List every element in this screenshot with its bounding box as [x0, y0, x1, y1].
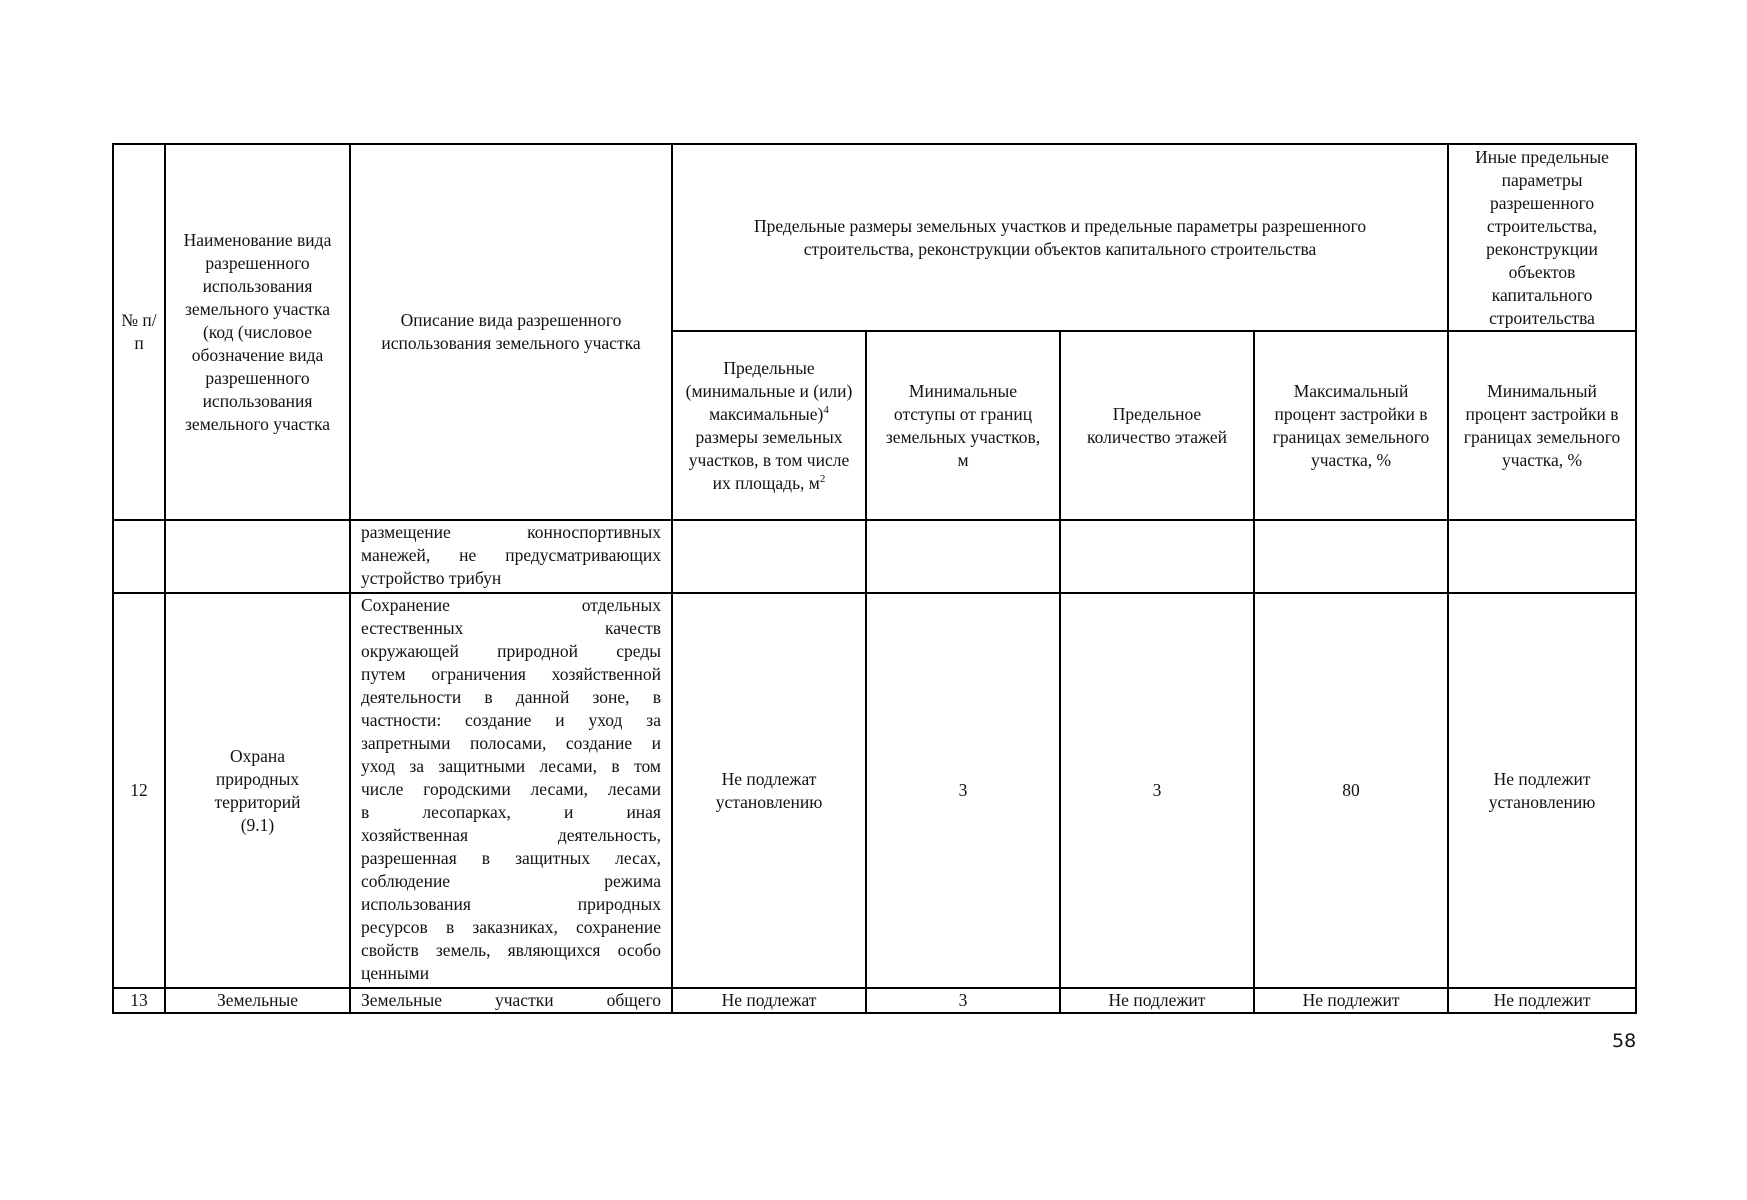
row-size: Не подлежат установлению	[672, 593, 866, 988]
row-max-percent: Не подлежит	[1254, 988, 1448, 1013]
header-name: Наименование вида разрешенного использования земельного участка (код (числовое обозначение вида разрешенного использования земельного участка	[165, 144, 350, 520]
row-setback: 3	[866, 988, 1060, 1013]
row-name	[165, 520, 350, 593]
row-name: Земельные	[165, 988, 350, 1013]
header-size	[672, 331, 866, 520]
header-size-unit-sup: 2	[819, 472, 826, 485]
desc-line: путем ограничения хозяйственной	[361, 664, 661, 684]
table-row	[113, 988, 1636, 1013]
desc-line: деятельности в данной зоне, в	[361, 687, 661, 707]
row-floors: Не подлежит	[1060, 988, 1254, 1013]
header-row-1	[113, 144, 1636, 331]
header-floors: Предельное количество этажей	[1060, 331, 1254, 520]
desc-line: окружающей природной среды	[361, 641, 661, 661]
table-row	[113, 593, 1636, 988]
desc-line: числе городскими лесами, лесами	[361, 779, 661, 799]
desc-line: ресурсов в заказниках, сохранение	[361, 917, 661, 937]
row-floors: 3	[1060, 593, 1254, 988]
row-size: Не подлежат	[672, 988, 866, 1013]
header-num: № п/п	[113, 144, 165, 520]
row-min-percent: Не подлежит установлению	[1448, 593, 1636, 988]
row-floors	[1060, 520, 1254, 593]
desc-line: соблюдение режима	[361, 871, 661, 891]
desc-line: разрешенная в защитных лесах,	[361, 848, 661, 868]
row-num	[113, 520, 165, 593]
row-description	[350, 988, 672, 1013]
row-name: Охрана природных территорий (9.1)	[165, 593, 350, 988]
desc-line: размещение конноспортивных	[361, 522, 661, 542]
header-max-percent: Максимальный процент застройки в границах земельного участка, %	[1254, 331, 1448, 520]
header-size-pre: Предельные (минимальные и (или) максимальные)	[685, 357, 853, 424]
row-setback	[866, 520, 1060, 593]
desc-line: Земельные участки общего	[361, 990, 661, 1010]
row-size	[672, 520, 866, 593]
row-description	[350, 520, 672, 593]
page-number: 58	[1612, 1030, 1637, 1052]
header-min-percent: Минимальный процент застройки в границах земельного участка, %	[1448, 331, 1636, 520]
desc-line: хозяйственная деятельность,	[361, 825, 661, 845]
desc-line: запретными полосами, создание и	[361, 733, 661, 753]
land-use-table	[112, 143, 1637, 1014]
row-min-percent	[1448, 520, 1636, 593]
header-setback: Минимальные отступы от границ земельных участков, м	[866, 331, 1060, 520]
desc-line: использования природных	[361, 894, 661, 914]
header-description: Описание вида разрешенного использования земельного участка	[350, 144, 672, 520]
desc-line: устройство трибун	[361, 568, 502, 588]
header-other-group: Иные предельные параметры разрешенного строительства, реконструкции объектов капитального строительства	[1448, 144, 1636, 331]
row-max-percent	[1254, 520, 1448, 593]
row-max-percent: 80	[1254, 593, 1448, 988]
desc-line: свойств земель, являющихся особо	[361, 940, 661, 960]
table-row	[113, 520, 1636, 593]
row-num: 13	[113, 988, 165, 1013]
desc-line: в лесопарках, и иная	[361, 802, 661, 822]
desc-line: манежей, не предусматривающих	[361, 545, 661, 565]
desc-line: ценными	[361, 963, 430, 983]
desc-line: уход за защитными лесами, в том	[361, 756, 661, 776]
row-description	[350, 593, 672, 988]
row-min-percent: Не подлежит	[1448, 988, 1636, 1013]
header-size-post: размеры земельных участков, в том числе их площадь, м	[688, 426, 850, 493]
row-num: 12	[113, 593, 165, 988]
desc-line: Сохранение отдельных	[361, 595, 661, 615]
desc-line: частности: создание и уход за	[361, 710, 661, 730]
header-size-footnote: 4	[823, 403, 829, 416]
row-setback: 3	[866, 593, 1060, 988]
desc-line: естественных качеств	[361, 618, 661, 638]
header-limits-group: Предельные размеры земельных участков и предельные параметры разрешенного строительства, реконструкции объектов капитального строительства	[672, 144, 1448, 331]
